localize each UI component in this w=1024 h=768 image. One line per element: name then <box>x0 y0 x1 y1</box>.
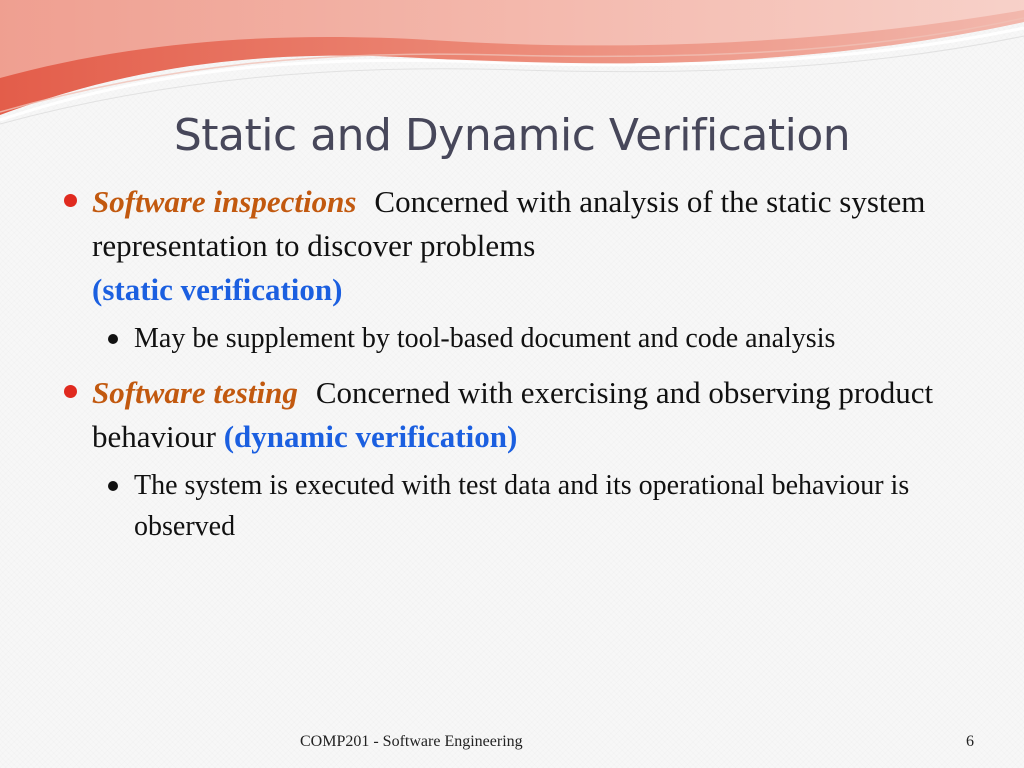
sub-bullet-text: May be supplement by tool-based document and code analysis <box>134 323 836 354</box>
bullet-software-inspections <box>62 180 982 312</box>
sub-bullet-dot-icon <box>108 334 118 344</box>
bullet-text: Concerned with exercising and observing product behaviour <box>92 375 934 454</box>
sub-bullet-test-execution <box>62 465 982 547</box>
sub-bullet-dot-icon <box>108 481 118 491</box>
bullet-dot-icon <box>64 385 77 398</box>
footer-course-name: COMP201 - Software Engineering <box>300 733 523 750</box>
bullet-text: Concerned with analysis of the static system representation to discover problems <box>92 184 926 263</box>
bullet-dot-icon <box>64 194 77 207</box>
dynamic-verification-label: (dynamic verification) <box>223 419 518 454</box>
sub-bullet-text: The system is executed with test data and its operational behaviour is observed <box>134 470 910 542</box>
term-software-inspections: Software inspections <box>92 184 357 219</box>
static-verification-label: (static verification) <box>92 272 343 307</box>
bullet-software-testing <box>62 371 982 459</box>
page-number: 6 <box>966 733 974 750</box>
slide-title: Static and Dynamic Verification <box>173 110 851 161</box>
sub-bullet-tool-analysis <box>62 318 982 359</box>
term-software-testing: Software testing <box>92 375 298 410</box>
slide-content <box>62 180 982 559</box>
